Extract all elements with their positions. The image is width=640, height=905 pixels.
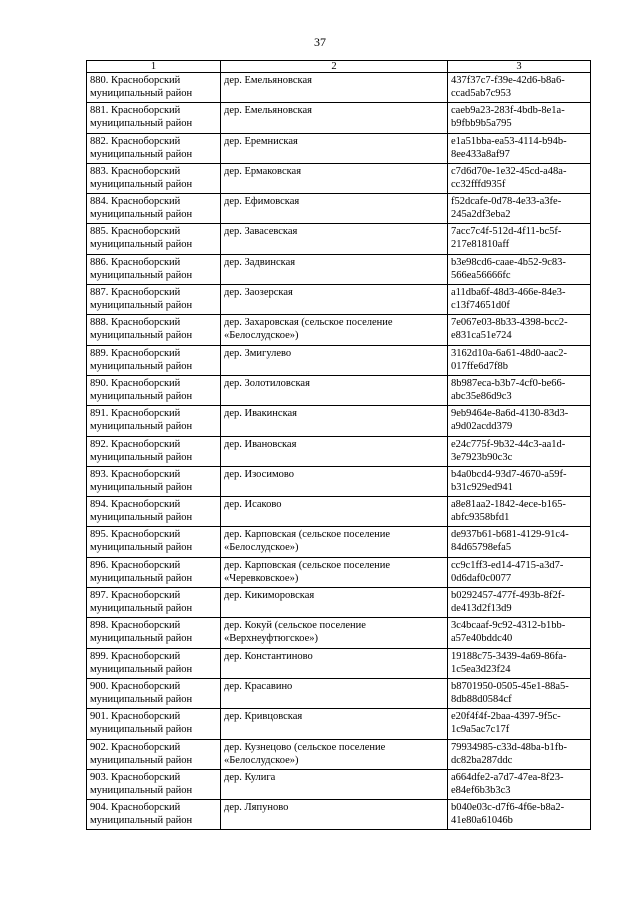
district-cell-text: 885. Красноборский муниципальный район — [90, 226, 193, 251]
district-cell — [87, 345, 221, 375]
column-header-2: 2 — [221, 61, 448, 73]
guid-cell-text: a8e81aa2-1842-4ece-b165- abfc9358bfd1 — [451, 499, 566, 524]
table-row — [87, 497, 591, 527]
settlement-cell-text: дер. Ермаковская — [224, 165, 302, 177]
district-cell-text: 898. Красноборский муниципальный район — [90, 620, 193, 645]
guid-cell — [448, 557, 591, 587]
table-row — [87, 466, 591, 496]
guid-cell-text: b8701950-0505-45e1-88a5- 8db88d0584cf — [451, 680, 569, 705]
guid-cell-text: 3162d10a-6a61-48d0-aac2- 017ffe6d7f8b — [451, 347, 568, 372]
district-cell-text: 895. Красноборский муниципальный район — [90, 529, 193, 554]
district-cell — [87, 73, 221, 103]
guid-cell-text: 437f37c7-f39e-42d6-b8a6- ccad5ab7c953 — [451, 75, 565, 99]
guid-cell — [448, 406, 591, 436]
table-row — [87, 678, 591, 708]
district-cell — [87, 224, 221, 254]
settlement-cell-text: дер. Кикиморовская — [224, 590, 315, 602]
settlement-cell-text: дер. Изосимово — [224, 468, 294, 480]
settlement-cell-text: дер. Завасевская — [224, 226, 298, 238]
settlement-cell — [221, 163, 448, 193]
settlement-cell-text: дер. Кривцовская — [224, 711, 303, 723]
guid-cell — [448, 133, 591, 163]
settlement-cell — [221, 254, 448, 284]
table-row — [87, 557, 591, 587]
table-row — [87, 254, 591, 284]
settlement-cell — [221, 103, 448, 133]
guid-cell-text: 79934985-c33d-48ba-b1fb- dc82ba287ddc — [451, 741, 568, 766]
settlement-cell — [221, 709, 448, 739]
district-cell-text: 887. Красноборский муниципальный район — [90, 287, 193, 312]
table-row — [87, 345, 591, 375]
settlement-cell — [221, 466, 448, 496]
table-row — [87, 527, 591, 557]
settlement-cell — [221, 527, 448, 557]
district-cell — [87, 163, 221, 193]
district-cell — [87, 285, 221, 315]
guid-cell — [448, 588, 591, 618]
settlement-cell — [221, 194, 448, 224]
guid-cell-text: de937b61-b681-4129-91c4- 84d65798efa5 — [451, 529, 569, 554]
guid-cell — [448, 466, 591, 496]
table-row — [87, 224, 591, 254]
settlement-cell — [221, 315, 448, 345]
table-body — [87, 73, 591, 830]
page-number: 37 — [314, 35, 326, 49]
guid-cell-text: caeb9a23-283f-4bdb-8e1a- b9fbb9b5a795 — [451, 105, 565, 130]
settlement-cell-text: дер. Кокуй (сельское поселение «Верхнеуфтюгское») — [224, 620, 366, 645]
settlement-cell — [221, 406, 448, 436]
district-cell-text: 901. Красноборский муниципальный район — [90, 711, 193, 736]
settlement-cell-text: дер. Змигулево — [224, 347, 292, 359]
settlement-cell — [221, 588, 448, 618]
guid-cell-text: 7acc7c4f-512d-4f11-bc5f- 217e81810aff — [451, 226, 562, 251]
guid-cell — [448, 163, 591, 193]
settlement-cell — [221, 739, 448, 769]
district-cell-text: 896. Красноборский муниципальный район — [90, 559, 193, 584]
column-header-3: 3 — [448, 61, 591, 73]
settlement-cell-text: дер. Захаровская (сельское поселение «Белослудское») — [224, 317, 393, 342]
district-cell — [87, 133, 221, 163]
district-cell-text: 897. Красноборский муниципальный район — [90, 590, 193, 615]
district-cell — [87, 709, 221, 739]
table-row — [87, 103, 591, 133]
settlement-cell-text: дер. Заозерская — [224, 287, 293, 299]
column-header-1: 1 — [87, 61, 221, 73]
guid-cell-text: 9eb9464e-8a6d-4130-83d3- a9d02acdd379 — [451, 408, 569, 433]
district-cell-text: 880. Красноборский муниципальный район — [90, 75, 193, 99]
guid-cell-text: e24c775f-9b32-44c3-aa1d- 3e7923b90c3c — [451, 438, 566, 463]
table-header-row — [87, 61, 591, 73]
settlement-cell — [221, 375, 448, 405]
guid-cell-text: b4a0bcd4-93d7-4670-a59f- b31c929ed941 — [451, 468, 567, 493]
guid-cell-text: c7d6d70e-1e32-45cd-a48a- cc32fffd935f — [451, 165, 567, 190]
district-cell-text: 881. Красноборский муниципальный район — [90, 105, 193, 130]
district-cell — [87, 466, 221, 496]
guid-cell-text: b3e98cd6-caae-4b52-9c83- 566ea56666fc — [451, 256, 566, 281]
table-row — [87, 194, 591, 224]
settlement-cell — [221, 769, 448, 799]
district-cell-text: 899. Красноборский муниципальный район — [90, 650, 193, 675]
settlement-cell-text: дер. Задвинская — [224, 256, 296, 268]
district-cell — [87, 194, 221, 224]
guid-cell-text: a664dfe2-a7d7-47ea-8f23- e84ef6b3b3c3 — [451, 771, 564, 796]
district-cell — [87, 436, 221, 466]
table-row — [87, 739, 591, 769]
guid-cell — [448, 345, 591, 375]
district-cell-text: 882. Красноборский муниципальный район — [90, 135, 193, 160]
table-row — [87, 73, 591, 103]
settlement-cell — [221, 618, 448, 648]
guid-cell — [448, 73, 591, 103]
settlement-cell — [221, 800, 448, 830]
district-cell-text: 893. Красноборский муниципальный район — [90, 468, 193, 493]
table-row — [87, 315, 591, 345]
guid-cell — [448, 527, 591, 557]
settlement-cell — [221, 133, 448, 163]
settlement-cell — [221, 678, 448, 708]
settlement-cell — [221, 285, 448, 315]
district-cell — [87, 648, 221, 678]
settlement-cell — [221, 557, 448, 587]
guid-cell-text: 19188c75-3439-4a69-86fa- 1c5ea3d23f24 — [451, 650, 567, 675]
guid-cell — [448, 800, 591, 830]
settlement-cell-text: дер. Золотиловская — [224, 377, 310, 389]
district-cell — [87, 497, 221, 527]
settlement-cell-text: дер. Константиново — [224, 650, 313, 662]
settlement-cell — [221, 224, 448, 254]
settlement-cell-text: дер. Красавино — [224, 680, 293, 692]
guid-cell — [448, 436, 591, 466]
guid-cell — [448, 618, 591, 648]
guid-cell — [448, 678, 591, 708]
table-row — [87, 436, 591, 466]
district-cell — [87, 375, 221, 405]
district-cell-text: 891. Красноборский муниципальный район — [90, 408, 193, 433]
settlement-cell-text: дер. Кулига — [224, 771, 276, 783]
guid-cell — [448, 739, 591, 769]
table-row — [87, 163, 591, 193]
settlement-cell — [221, 497, 448, 527]
district-cell-text: 903. Красноборский муниципальный район — [90, 771, 193, 796]
table-row — [87, 800, 591, 830]
guid-cell — [448, 103, 591, 133]
settlement-cell-text: дер. Ивакинская — [224, 408, 297, 420]
settlement-cell — [221, 648, 448, 678]
table-row — [87, 618, 591, 648]
district-cell — [87, 618, 221, 648]
guid-cell — [448, 497, 591, 527]
guid-cell — [448, 194, 591, 224]
settlement-cell — [221, 73, 448, 103]
district-cell — [87, 769, 221, 799]
guid-cell-text: b040e03c-d7f6-4f6e-b8a2- 41e80a61046b — [451, 802, 565, 827]
guid-cell-text: a11dba6f-48d3-466e-84e3- c13f74651d0f — [451, 287, 566, 312]
table-row — [87, 648, 591, 678]
settlement-cell-text: дер. Исаково — [224, 499, 282, 511]
table-row — [87, 133, 591, 163]
district-cell-text: 884. Красноборский муниципальный район — [90, 196, 193, 221]
guid-cell — [448, 315, 591, 345]
guid-cell-text: cc9c1ff3-ed14-4715-a3d7- 0d6daf0c0077 — [451, 559, 564, 584]
district-cell — [87, 254, 221, 284]
district-cell — [87, 315, 221, 345]
guid-cell-text: f52dcafe-0d78-4e33-a3fe- 245a2df3eba2 — [451, 196, 562, 221]
district-cell — [87, 739, 221, 769]
settlement-cell — [221, 436, 448, 466]
district-cell — [87, 527, 221, 557]
guid-cell-text: 3c4bcaaf-9c92-4312-b1bb- a57e40bddc40 — [451, 620, 566, 645]
district-cell — [87, 557, 221, 587]
guid-cell — [448, 285, 591, 315]
settlement-cell-text: дер. Кузнецово (сельское поселение «Белослудское») — [224, 741, 386, 766]
guid-cell — [448, 648, 591, 678]
guid-cell — [448, 709, 591, 739]
settlement-cell-text: дер. Еремниская — [224, 135, 298, 147]
district-cell — [87, 588, 221, 618]
district-cell — [87, 800, 221, 830]
settlement-cell-text: дер. Карповская (сельское поселение «Белослудское») — [224, 529, 391, 554]
guid-cell — [448, 224, 591, 254]
settlement-cell-text: дер. Ивановская — [224, 438, 297, 450]
settlement-cell-text: дер. Емельяновская — [224, 105, 312, 117]
settlement-cell-text: дер. Ляпуново — [224, 802, 289, 814]
district-cell-text: 890. Красноборский муниципальный район — [90, 377, 193, 402]
table-row — [87, 406, 591, 436]
guid-cell-text: 8b987eca-b3b7-4cf0-be66- abc35e86d9c3 — [451, 377, 566, 402]
district-cell-text: 904. Красноборский муниципальный район — [90, 802, 193, 827]
guid-cell — [448, 769, 591, 799]
settlement-cell-text: дер. Карповская (сельское поселение «Черевковское») — [224, 559, 391, 584]
table-row — [87, 285, 591, 315]
table-row — [87, 588, 591, 618]
guid-cell-text: 7e067e03-8b33-4398-bcc2- e831ca51e724 — [451, 317, 568, 342]
table-row — [87, 375, 591, 405]
settlement-cell-text: дер. Ефимовская — [224, 196, 300, 208]
guid-cell — [448, 254, 591, 284]
guid-cell-text: e1a51bba-ea53-4114-b94b- 8ee433a8af97 — [451, 135, 567, 160]
district-cell-text: 888. Красноборский муниципальный район — [90, 317, 193, 342]
guid-cell-text: b0292457-477f-493b-8f2f- de413d2f13d9 — [451, 590, 565, 615]
guid-cell-text: e20f4f4f-2baa-4397-9f5c- 1c9a5ac7c17f — [451, 711, 561, 736]
guid-cell — [448, 375, 591, 405]
district-cell-text: 892. Красноборский муниципальный район — [90, 438, 193, 463]
district-cell — [87, 103, 221, 133]
district-cell-text: 889. Красноборский муниципальный район — [90, 347, 193, 372]
district-cell-text: 894. Красноборский муниципальный район — [90, 499, 193, 524]
district-cell — [87, 406, 221, 436]
settlements-table — [86, 60, 591, 830]
settlement-cell — [221, 345, 448, 375]
district-cell-text: 883. Красноборский муниципальный район — [90, 165, 193, 190]
district-cell — [87, 678, 221, 708]
district-cell-text: 886. Красноборский муниципальный район — [90, 256, 193, 281]
table-row — [87, 709, 591, 739]
table-row — [87, 769, 591, 799]
district-cell-text: 900. Красноборский муниципальный район — [90, 680, 193, 705]
settlement-cell-text: дер. Емельяновская — [224, 75, 312, 86]
district-cell-text: 902. Красноборский муниципальный район — [90, 741, 193, 766]
